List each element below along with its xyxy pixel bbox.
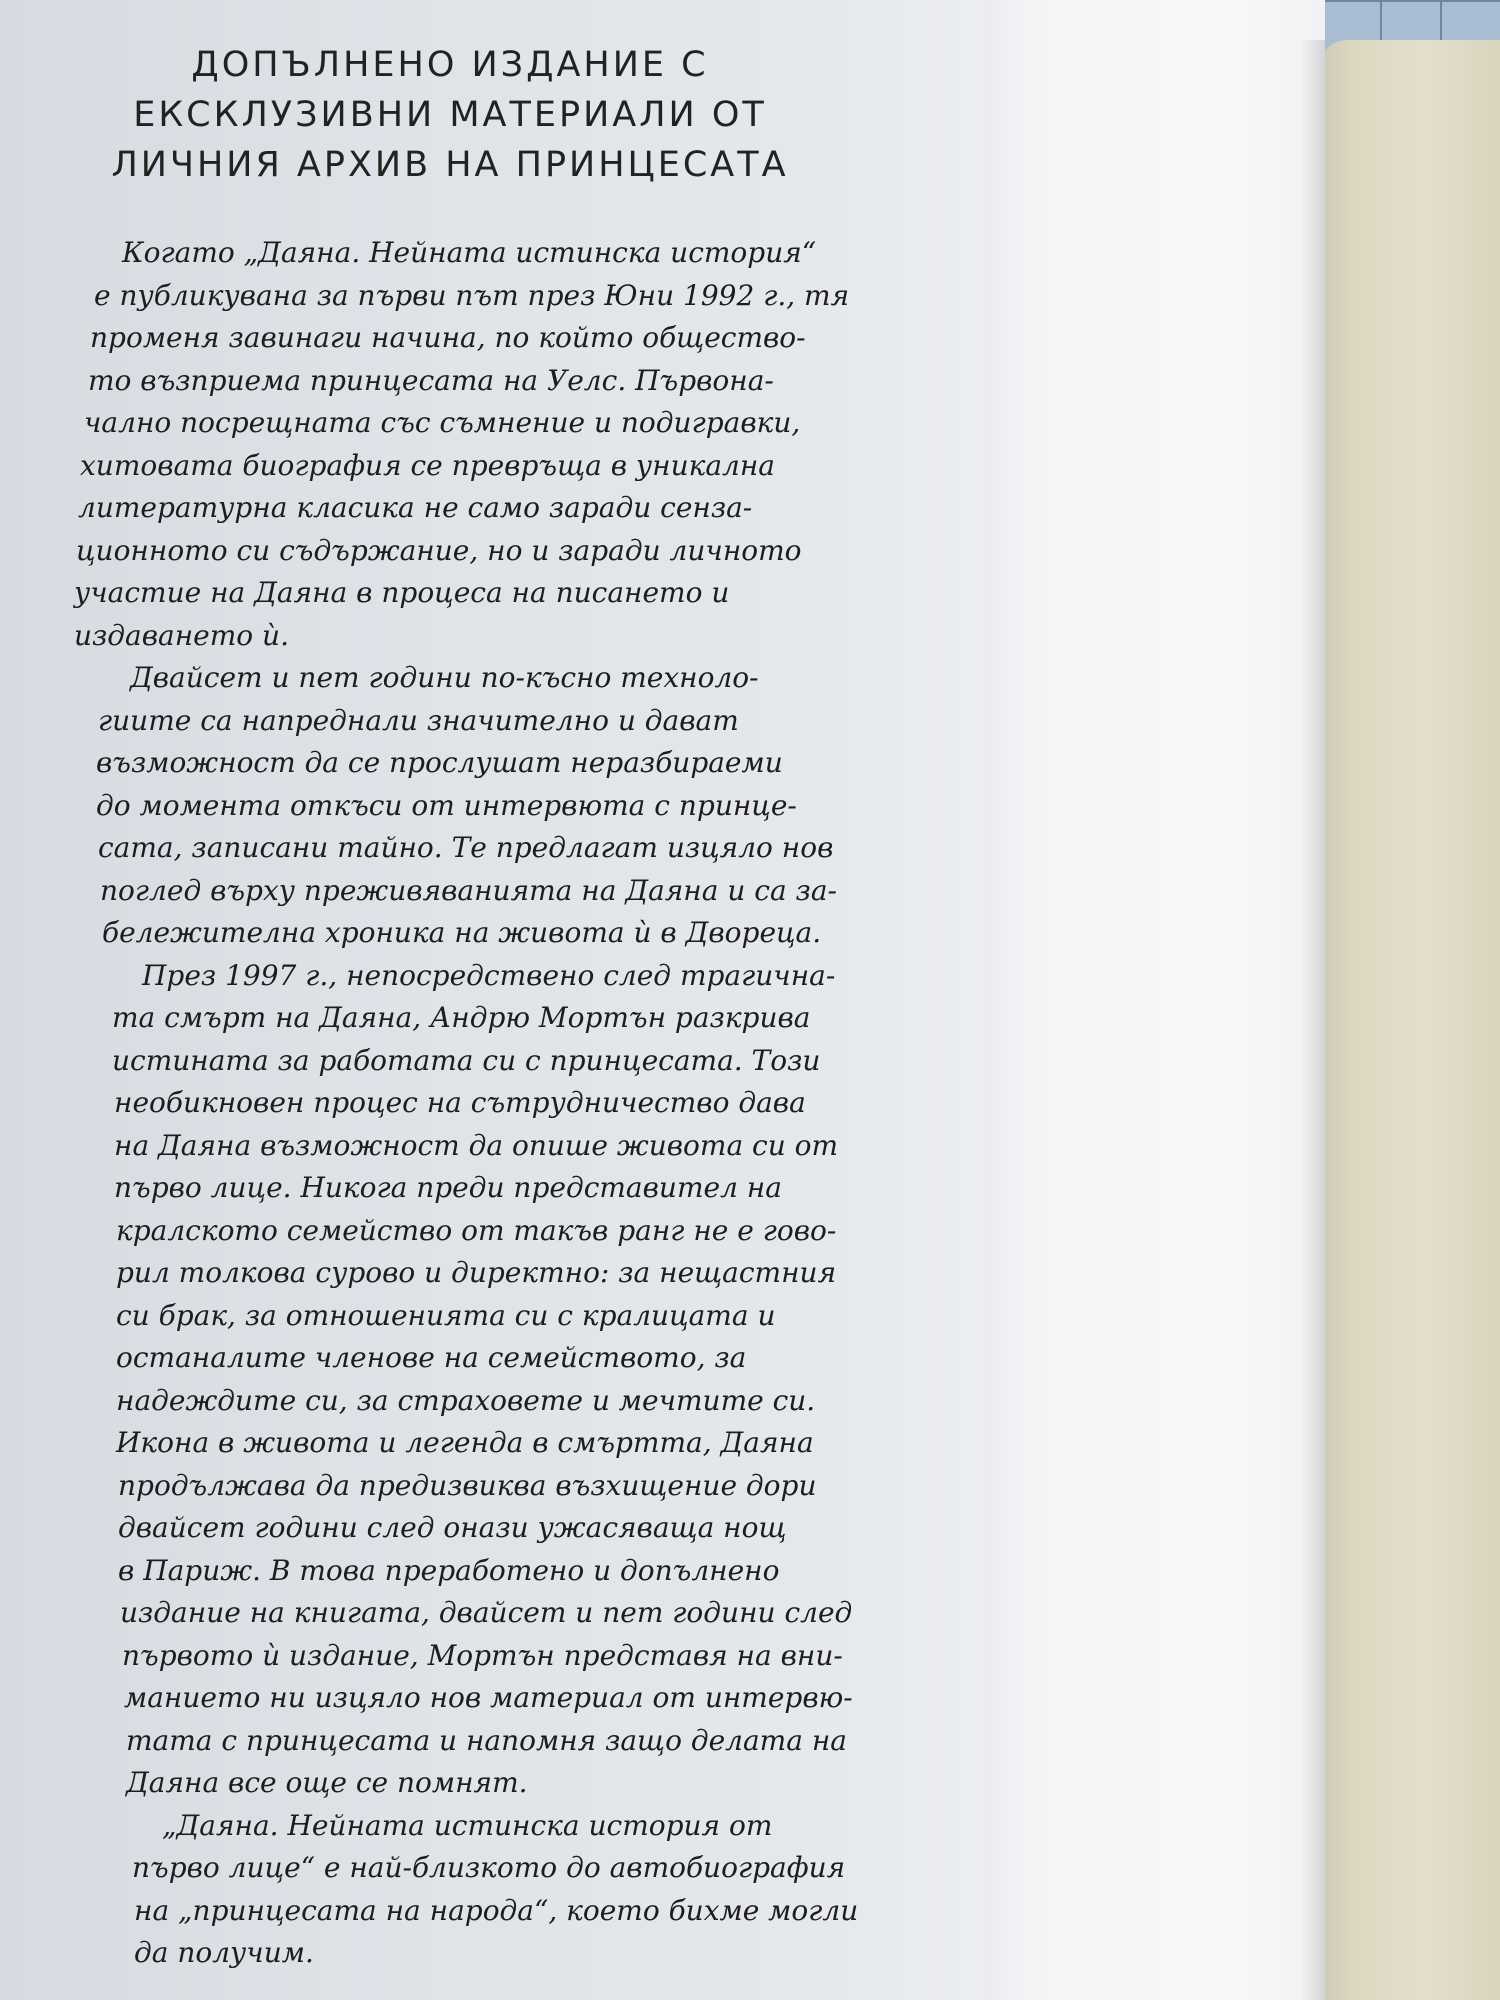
text-line: надеждите си, за страховете и мечтите си. [116,1383,816,1417]
text-line: сата, записани тайно. Те предлагат изцяло нов [98,831,834,864]
text-line: възможност да се прослушат неразбираеми [96,746,783,779]
text-line: да получим. [134,1936,314,1969]
text-line: През 1997 г., непосредствено след трагична- [142,958,836,992]
text-line: Даяна все още се помнят. [126,1766,528,1799]
text-line: „Даяна. Нейната истинска история от [162,1808,773,1842]
text-line: до момента откъси от интервюта с принце- [96,788,797,822]
text-line: останалите членове на семейството, за [116,1341,747,1374]
page-edge-shadow [1300,40,1325,2000]
paragraph-3 [70,955,853,1805]
text-line: Когато „Даяна. Нейната истинска история“ [122,236,817,269]
text-line: на Даяна възможност да опише живота си от [114,1128,839,1162]
text-line: променя завинаги начина, по който общество- [90,321,806,354]
text-line: та смърт на Даяна, Андрю Мортън разкрива [112,1001,811,1034]
text-line: гиите са напреднали значително и дават [98,703,739,737]
paragraph-2 [70,657,837,955]
text-line: истината за работата си с принцесата. Този [112,1043,821,1077]
text-line: издание на книгата, двайсет и пет години след [120,1596,853,1629]
text-line: в Париж. В това преработено и допълнено [118,1553,780,1587]
text-line: си брак, за отношенията си с кралицата и [116,1298,776,1332]
text-line: бележителна хроника на живота ѝ в Двореца. [102,916,822,949]
text-line: чално посрещната със съмнение и подигравки, [84,406,801,439]
text-line: първо лице. Никога преди представител на [114,1171,782,1204]
text-line: участие на Даяна в процеса на писането и [74,576,730,609]
text-line: първо лице“ е най-близкото до автобиография [132,1851,846,1884]
text-line: тата с принцесата и напомня защо делата на [126,1723,847,1757]
text-line: необикновен процес на сътрудничество дава [114,1086,806,1119]
text-line: издаването ѝ. [74,618,289,652]
text-line: хитовата биография се превръща в уникална [80,448,775,482]
text-line: двайсет години след онази ужасяваща нощ [118,1511,787,1544]
book-back-cover [1318,40,1500,2000]
heading-line: ЛИЧНИЯ АРХИВ НА ПРИНЦЕСАТА [111,145,789,185]
right-blank-page [1005,0,1325,2000]
paragraph-4 [70,1805,859,1975]
text-line: продължава да предизвиква възхищение дори [118,1468,817,1502]
heading-line: ДОПЪЛНЕНО ИЗДАНИЕ С [191,45,709,85]
page-heading [70,40,830,190]
heading-line: ЕКСКЛУЗИВНИ МАТЕРИАЛИ ОТ [133,95,767,135]
text-line: кралското семейство от такъв ранг не е гово- [116,1213,837,1247]
text-line: манието ни изцяло нов материал от интервю- [124,1681,853,1714]
page-content [70,40,859,1975]
text-line: на „принцесата на народа“, което бихме могли [134,1893,859,1927]
book-gutter [985,0,1025,2000]
text-line: Двайсет и пет години по-късно техноло- [130,661,759,694]
text-line: поглед върху преживяванията на Даяна и са за- [100,873,837,907]
text-line: първото ѝ издание, Мортън представя на вни- [122,1638,843,1672]
text-line: литературна класика не само заради сенза- [78,491,753,524]
text-line: то възприема принцесата на Уелс. Първона- [88,363,774,397]
text-line: Икона в живота и легенда в смъртта, Даяна [116,1426,814,1459]
text-line: е публикувана за първи път през Юни 1992 г., тя [94,278,850,312]
text-line: ционното си съдържание, но и заради личното [76,533,802,567]
paragraph-1 [70,232,850,657]
text-line: рил толкова сурово и директно: за нещастния [116,1256,837,1289]
